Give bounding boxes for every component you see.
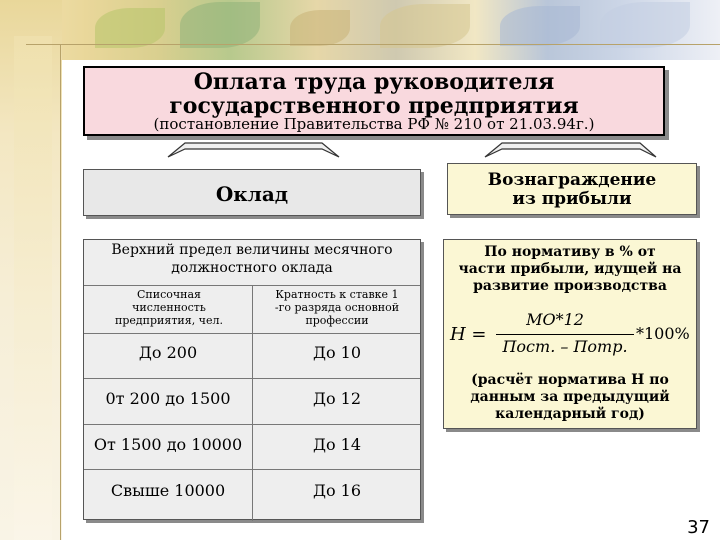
leaf-decoration	[95, 8, 165, 48]
title-line-1: Оплата труда руководителя	[193, 69, 555, 95]
table-row-divider	[84, 469, 420, 470]
table-row-count: Свыше 10000	[110, 481, 226, 500]
norm-line-3: развитие производства	[473, 278, 667, 294]
norm-note-3: календарный год)	[495, 406, 645, 422]
left-strip-inner	[14, 36, 52, 540]
norm-formula	[450, 310, 696, 360]
reward-line-1: Вознаграждение	[487, 170, 657, 190]
col2-header-line-1: Кратность к ставке 1	[275, 288, 399, 301]
leaf-decoration	[600, 2, 690, 48]
table-row-divider	[84, 424, 420, 425]
leaf-decoration	[380, 4, 470, 48]
title-decree: (постановление Правительства РФ № 210 от 21.03.94г.)	[153, 115, 595, 133]
header-rule	[26, 44, 720, 45]
norm-line-1: По нормативу в % от	[484, 244, 656, 260]
table-heading-line-2: должностного оклада	[171, 260, 333, 276]
norm-note-2: данным за предыдущий	[470, 389, 670, 405]
leaf-decoration	[290, 10, 350, 46]
table-row-ratio: До 12	[312, 389, 362, 408]
norm-line-2: части прибыли, идущей на	[458, 261, 682, 277]
table-row-count: До 200	[138, 343, 198, 362]
table-row-divider	[84, 333, 420, 334]
salary-label: Оклад	[215, 182, 289, 206]
formula-multiplier: *100%	[636, 324, 690, 343]
salary-limit-table	[83, 239, 421, 520]
formula-fraction-bar	[496, 334, 634, 335]
col1-header-line-3: предприятия, чел.	[115, 314, 223, 327]
right-bracket	[485, 143, 656, 157]
header-banner	[0, 0, 720, 60]
col1-header-line-1: Списочная	[137, 288, 201, 301]
leaf-decoration	[500, 6, 580, 46]
col1-header-line-2: численность	[132, 301, 206, 314]
salary-box	[83, 169, 421, 216]
profit-reward-box	[447, 163, 697, 215]
reward-line-2: из прибыли	[512, 189, 632, 209]
formula-lhs: H =	[450, 324, 487, 345]
table-heading-line-1: Верхний предел величины месячного	[111, 242, 393, 258]
table-row-ratio: До 14	[312, 435, 362, 454]
table-row-count: 0т 200 до 1500	[105, 389, 231, 408]
title-line-2: государственного предприятия	[169, 93, 579, 119]
title-box	[83, 66, 665, 136]
col2-header-line-3: профессии	[305, 314, 369, 327]
table-row-ratio: До 10	[312, 343, 362, 362]
table-row-count: От 1500 до 10000	[93, 435, 243, 454]
table-row-ratio: До 16	[312, 481, 362, 500]
left-bracket	[168, 143, 339, 157]
leaf-decoration	[180, 2, 260, 48]
page-number: 37	[687, 517, 710, 538]
left-decorative-strip	[0, 0, 62, 540]
formula-numerator: МО*12	[526, 310, 584, 329]
profit-norm-box	[443, 239, 697, 429]
norm-note-1: (расчёт норматива Н по	[471, 372, 669, 388]
table-row-divider	[84, 378, 420, 379]
formula-denominator: Пост. – Потр.	[502, 337, 628, 356]
col2-header-line-2: -го разряда основной	[274, 301, 400, 314]
side-rule	[60, 44, 61, 540]
